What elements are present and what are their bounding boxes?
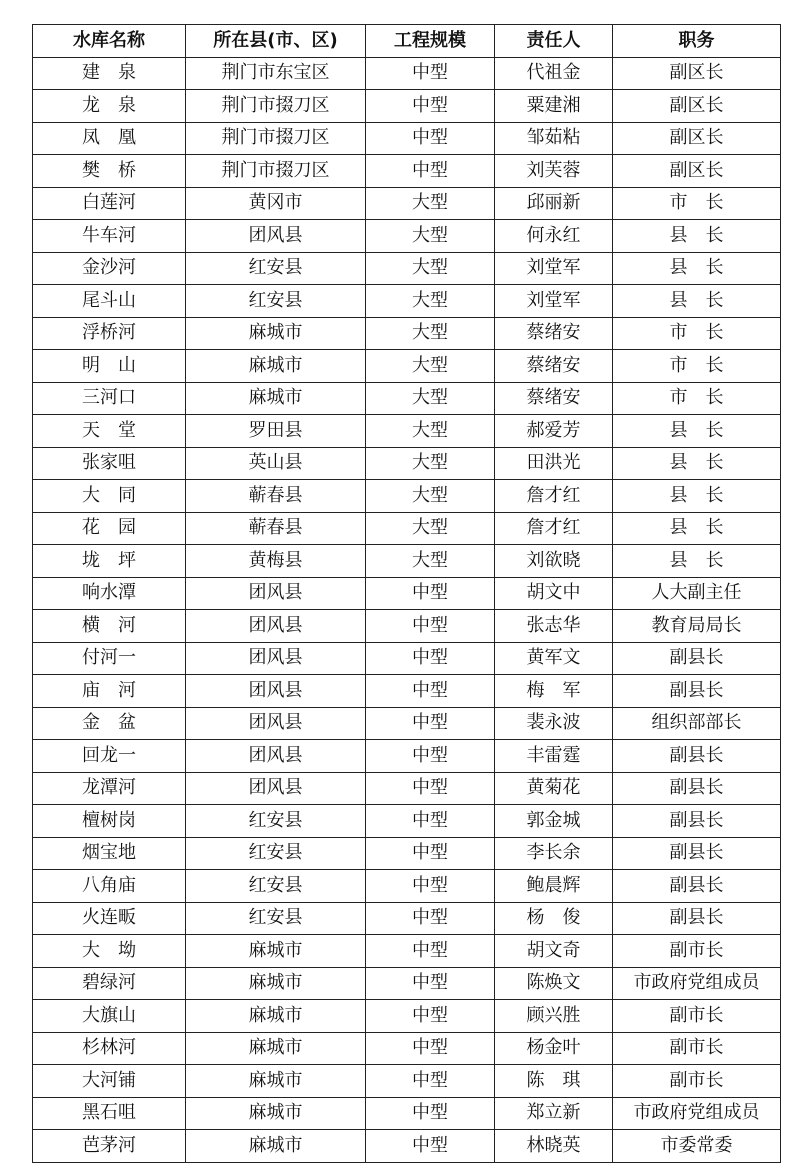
cell-scale: 大型 xyxy=(366,512,495,545)
cell-scale: 中型 xyxy=(366,1130,495,1163)
cell-responsible-person: 杨 俊 xyxy=(495,902,613,935)
cell-position: 县 长 xyxy=(613,447,781,480)
cell-county: 麻城市 xyxy=(186,382,366,415)
table-row xyxy=(33,545,781,578)
cell-responsible-person: 林晓英 xyxy=(495,1130,613,1163)
cell-scale: 大型 xyxy=(366,545,495,578)
cell-responsible-person: 杨金叶 xyxy=(495,1032,613,1065)
cell-reservoir-name: 樊 桥 xyxy=(33,155,186,188)
cell-responsible-person: 詹才红 xyxy=(495,512,613,545)
table-row xyxy=(33,707,781,740)
header-scale: 工程规模 xyxy=(366,25,495,58)
cell-position: 县 长 xyxy=(613,285,781,318)
cell-position: 副区长 xyxy=(613,122,781,155)
table-row xyxy=(33,805,781,838)
cell-responsible-person: 顾兴胜 xyxy=(495,1000,613,1033)
cell-responsible-person: 蔡绪安 xyxy=(495,382,613,415)
cell-reservoir-name: 金 盆 xyxy=(33,707,186,740)
cell-scale: 中型 xyxy=(366,740,495,773)
cell-responsible-person: 刘堂军 xyxy=(495,285,613,318)
cell-county: 荆门市掇刀区 xyxy=(186,90,366,123)
cell-reservoir-name: 天 堂 xyxy=(33,415,186,448)
cell-reservoir-name: 尾斗山 xyxy=(33,285,186,318)
cell-responsible-person: 郑立新 xyxy=(495,1097,613,1130)
header-position: 职务 xyxy=(613,25,781,58)
table-row xyxy=(33,902,781,935)
cell-responsible-person: 邹茹粘 xyxy=(495,122,613,155)
cell-scale: 中型 xyxy=(366,577,495,610)
cell-county: 罗田县 xyxy=(186,415,366,448)
cell-scale: 中型 xyxy=(366,870,495,903)
cell-responsible-person: 李长余 xyxy=(495,837,613,870)
cell-scale: 中型 xyxy=(366,707,495,740)
table-row xyxy=(33,382,781,415)
cell-scale: 中型 xyxy=(366,610,495,643)
cell-scale: 中型 xyxy=(366,1065,495,1098)
table-row xyxy=(33,772,781,805)
cell-county: 荆门市东宝区 xyxy=(186,57,366,90)
cell-reservoir-name: 花 园 xyxy=(33,512,186,545)
table-row xyxy=(33,285,781,318)
cell-responsible-person: 梅 军 xyxy=(495,675,613,708)
cell-scale: 中型 xyxy=(366,1097,495,1130)
cell-county: 团风县 xyxy=(186,740,366,773)
cell-responsible-person: 丰雷霆 xyxy=(495,740,613,773)
table-row xyxy=(33,1065,781,1098)
cell-position: 副市长 xyxy=(613,1065,781,1098)
table-row xyxy=(33,1097,781,1130)
cell-position: 副县长 xyxy=(613,870,781,903)
table-body xyxy=(33,57,781,1162)
header-county: 所在县(市、区) xyxy=(186,25,366,58)
cell-position: 副县长 xyxy=(613,805,781,838)
cell-responsible-person: 刘芙蓉 xyxy=(495,155,613,188)
cell-scale: 大型 xyxy=(366,382,495,415)
cell-responsible-person: 张志华 xyxy=(495,610,613,643)
cell-reservoir-name: 大旗山 xyxy=(33,1000,186,1033)
cell-county: 麻城市 xyxy=(186,1000,366,1033)
table-row xyxy=(33,675,781,708)
cell-responsible-person: 田洪光 xyxy=(495,447,613,480)
cell-reservoir-name: 龙 泉 xyxy=(33,90,186,123)
cell-responsible-person: 詹才红 xyxy=(495,480,613,513)
cell-responsible-person: 刘欲晓 xyxy=(495,545,613,578)
cell-scale: 大型 xyxy=(366,480,495,513)
cell-position: 副县长 xyxy=(613,675,781,708)
table-row xyxy=(33,415,781,448)
cell-position: 县 长 xyxy=(613,415,781,448)
cell-responsible-person: 蔡绪安 xyxy=(495,350,613,383)
cell-county: 团风县 xyxy=(186,220,366,253)
table-row xyxy=(33,317,781,350)
cell-scale: 中型 xyxy=(366,805,495,838)
cell-reservoir-name: 八角庙 xyxy=(33,870,186,903)
table-row xyxy=(33,870,781,903)
table-row xyxy=(33,610,781,643)
cell-position: 副区长 xyxy=(613,90,781,123)
cell-reservoir-name: 大 坳 xyxy=(33,935,186,968)
cell-county: 团风县 xyxy=(186,707,366,740)
cell-reservoir-name: 垅 坪 xyxy=(33,545,186,578)
cell-reservoir-name: 烟宝地 xyxy=(33,837,186,870)
cell-reservoir-name: 凤 凰 xyxy=(33,122,186,155)
cell-county: 红安县 xyxy=(186,870,366,903)
cell-county: 麻城市 xyxy=(186,1065,366,1098)
cell-county: 团风县 xyxy=(186,577,366,610)
cell-scale: 大型 xyxy=(366,285,495,318)
cell-responsible-person: 胡文中 xyxy=(495,577,613,610)
cell-scale: 大型 xyxy=(366,447,495,480)
cell-reservoir-name: 付河一 xyxy=(33,642,186,675)
cell-county: 蕲春县 xyxy=(186,512,366,545)
cell-responsible-person: 郝爱芳 xyxy=(495,415,613,448)
cell-reservoir-name: 芭茅河 xyxy=(33,1130,186,1163)
cell-responsible-person: 郭金城 xyxy=(495,805,613,838)
cell-county: 团风县 xyxy=(186,642,366,675)
cell-position: 市 长 xyxy=(613,350,781,383)
cell-scale: 中型 xyxy=(366,902,495,935)
table-row xyxy=(33,967,781,1000)
table-header-row xyxy=(33,25,781,58)
cell-county: 荆门市掇刀区 xyxy=(186,155,366,188)
cell-reservoir-name: 金沙河 xyxy=(33,252,186,285)
cell-responsible-person: 鲍晨辉 xyxy=(495,870,613,903)
table-row xyxy=(33,57,781,90)
table-row xyxy=(33,577,781,610)
cell-county: 团风县 xyxy=(186,772,366,805)
cell-scale: 中型 xyxy=(366,642,495,675)
cell-responsible-person: 裴永波 xyxy=(495,707,613,740)
cell-position: 市 长 xyxy=(613,317,781,350)
header-responsible-person: 责任人 xyxy=(495,25,613,58)
cell-responsible-person: 胡文奇 xyxy=(495,935,613,968)
cell-county: 团风县 xyxy=(186,610,366,643)
cell-scale: 中型 xyxy=(366,935,495,968)
cell-reservoir-name: 大 同 xyxy=(33,480,186,513)
cell-county: 红安县 xyxy=(186,805,366,838)
cell-scale: 中型 xyxy=(366,1000,495,1033)
cell-reservoir-name: 横 河 xyxy=(33,610,186,643)
cell-reservoir-name: 三河口 xyxy=(33,382,186,415)
cell-position: 人大副主任 xyxy=(613,577,781,610)
reservoir-responsibility-table xyxy=(32,24,781,1163)
cell-reservoir-name: 碧绿河 xyxy=(33,967,186,1000)
cell-scale: 中型 xyxy=(366,90,495,123)
cell-reservoir-name: 浮桥河 xyxy=(33,317,186,350)
cell-position: 市政府党组成员 xyxy=(613,1097,781,1130)
cell-scale: 大型 xyxy=(366,187,495,220)
table-row xyxy=(33,1130,781,1163)
table-row xyxy=(33,740,781,773)
table-row xyxy=(33,512,781,545)
table-row xyxy=(33,447,781,480)
cell-position: 县 长 xyxy=(613,252,781,285)
cell-county: 红安县 xyxy=(186,902,366,935)
cell-scale: 大型 xyxy=(366,220,495,253)
cell-county: 麻城市 xyxy=(186,317,366,350)
cell-county: 红安县 xyxy=(186,285,366,318)
table-row xyxy=(33,837,781,870)
cell-position: 市政府党组成员 xyxy=(613,967,781,1000)
cell-county: 黄冈市 xyxy=(186,187,366,220)
cell-county: 麻城市 xyxy=(186,1130,366,1163)
cell-reservoir-name: 杉林河 xyxy=(33,1032,186,1065)
cell-position: 副市长 xyxy=(613,1000,781,1033)
table-row xyxy=(33,155,781,188)
cell-county: 麻城市 xyxy=(186,1097,366,1130)
cell-responsible-person: 陈焕文 xyxy=(495,967,613,1000)
cell-reservoir-name: 白莲河 xyxy=(33,187,186,220)
cell-position: 副市长 xyxy=(613,1032,781,1065)
cell-position: 教育局局长 xyxy=(613,610,781,643)
cell-position: 副县长 xyxy=(613,772,781,805)
cell-county: 麻城市 xyxy=(186,1032,366,1065)
cell-county: 英山县 xyxy=(186,447,366,480)
cell-scale: 中型 xyxy=(366,837,495,870)
table-row xyxy=(33,642,781,675)
cell-scale: 中型 xyxy=(366,772,495,805)
cell-scale: 中型 xyxy=(366,967,495,1000)
cell-scale: 中型 xyxy=(366,675,495,708)
table-row xyxy=(33,1032,781,1065)
cell-responsible-person: 刘堂军 xyxy=(495,252,613,285)
header-reservoir-name: 水库名称 xyxy=(33,25,186,58)
table-row xyxy=(33,220,781,253)
cell-scale: 中型 xyxy=(366,155,495,188)
cell-responsible-person: 陈 琪 xyxy=(495,1065,613,1098)
cell-reservoir-name: 檀树岗 xyxy=(33,805,186,838)
cell-position: 副县长 xyxy=(613,642,781,675)
cell-scale: 大型 xyxy=(366,350,495,383)
cell-reservoir-name: 建 泉 xyxy=(33,57,186,90)
cell-reservoir-name: 黑石咀 xyxy=(33,1097,186,1130)
cell-scale: 大型 xyxy=(366,317,495,350)
cell-county: 麻城市 xyxy=(186,935,366,968)
cell-county: 麻城市 xyxy=(186,967,366,1000)
table-row xyxy=(33,1000,781,1033)
cell-responsible-person: 黄菊花 xyxy=(495,772,613,805)
cell-scale: 中型 xyxy=(366,122,495,155)
cell-position: 市 长 xyxy=(613,382,781,415)
cell-reservoir-name: 张家咀 xyxy=(33,447,186,480)
cell-position: 市委常委 xyxy=(613,1130,781,1163)
cell-position: 县 长 xyxy=(613,545,781,578)
cell-reservoir-name: 明 山 xyxy=(33,350,186,383)
cell-scale: 中型 xyxy=(366,1032,495,1065)
cell-responsible-person: 黄军文 xyxy=(495,642,613,675)
cell-reservoir-name: 回龙一 xyxy=(33,740,186,773)
cell-position: 副区长 xyxy=(613,155,781,188)
table-row xyxy=(33,350,781,383)
cell-position: 副县长 xyxy=(613,837,781,870)
table-row xyxy=(33,480,781,513)
cell-position: 县 长 xyxy=(613,512,781,545)
cell-position: 组织部部长 xyxy=(613,707,781,740)
table-row xyxy=(33,252,781,285)
cell-county: 团风县 xyxy=(186,675,366,708)
table-row xyxy=(33,935,781,968)
cell-county: 红安县 xyxy=(186,252,366,285)
cell-county: 红安县 xyxy=(186,837,366,870)
cell-position: 副市长 xyxy=(613,935,781,968)
cell-county: 麻城市 xyxy=(186,350,366,383)
cell-position: 副区长 xyxy=(613,57,781,90)
cell-county: 荆门市掇刀区 xyxy=(186,122,366,155)
cell-county: 黄梅县 xyxy=(186,545,366,578)
cell-reservoir-name: 响水潭 xyxy=(33,577,186,610)
table-row xyxy=(33,90,781,123)
cell-responsible-person: 邱丽新 xyxy=(495,187,613,220)
cell-responsible-person: 粟建湘 xyxy=(495,90,613,123)
cell-position: 县 长 xyxy=(613,220,781,253)
cell-reservoir-name: 牛车河 xyxy=(33,220,186,253)
cell-reservoir-name: 庙 河 xyxy=(33,675,186,708)
table-row xyxy=(33,122,781,155)
cell-reservoir-name: 大河铺 xyxy=(33,1065,186,1098)
cell-position: 副县长 xyxy=(613,740,781,773)
cell-position: 县 长 xyxy=(613,480,781,513)
cell-responsible-person: 代祖金 xyxy=(495,57,613,90)
cell-reservoir-name: 龙潭河 xyxy=(33,772,186,805)
cell-reservoir-name: 火连畈 xyxy=(33,902,186,935)
cell-responsible-person: 蔡绪安 xyxy=(495,317,613,350)
cell-scale: 大型 xyxy=(366,252,495,285)
cell-position: 市 长 xyxy=(613,187,781,220)
table-row xyxy=(33,187,781,220)
cell-county: 蕲春县 xyxy=(186,480,366,513)
cell-responsible-person: 何永红 xyxy=(495,220,613,253)
cell-scale: 大型 xyxy=(366,415,495,448)
cell-scale: 中型 xyxy=(366,57,495,90)
cell-position: 副县长 xyxy=(613,902,781,935)
